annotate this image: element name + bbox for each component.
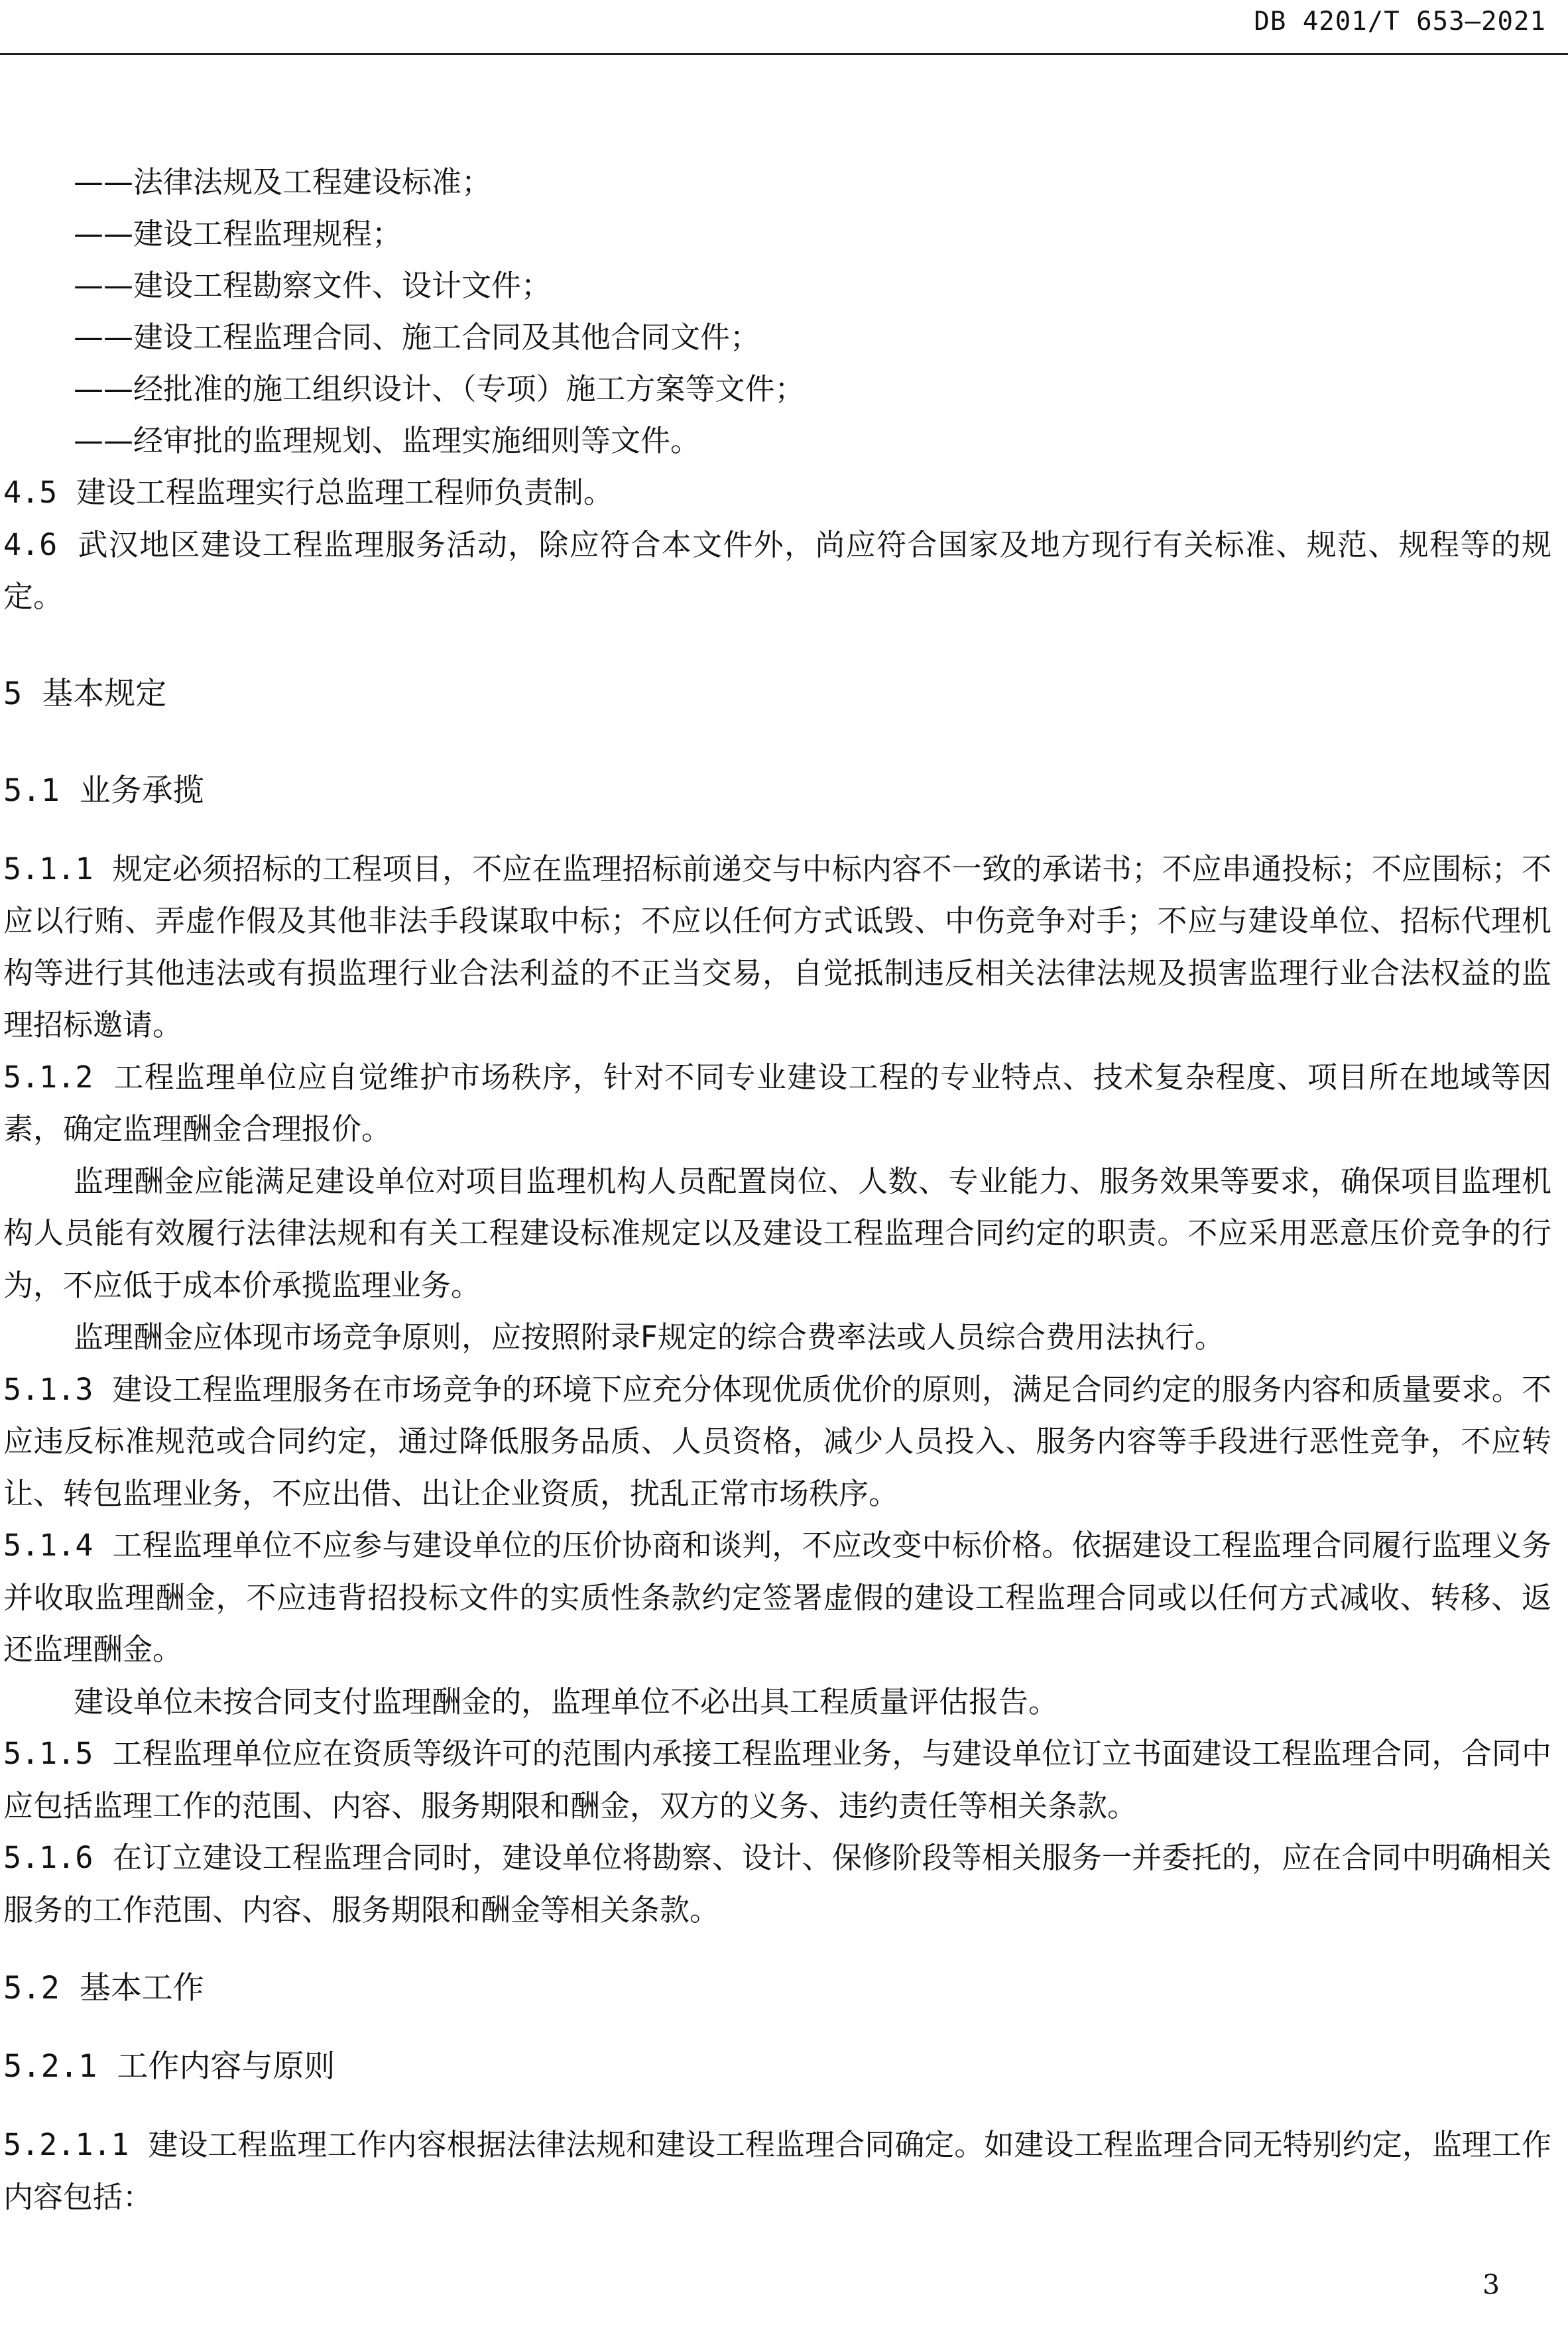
paragraph: 监理酬金应能满足建设单位对项目监理机构人员配置岗位、人数、专业能力、服务效果等要求，确保项目监理机构人员能有效履行法律法规和有关工程建设标准规定以及建设工程监理合同约定的职责。不应采用恶意压价竞争的行为，不应低于成本价承揽监理业务。 [3,1163,1551,1303]
section-number: 5.2 [3,1970,60,2006]
list-item: ——法律法规及工程建设标准； [74,164,492,200]
clause-number: 5.1.6 [3,1840,93,1875]
section-title: 基本规定 [42,675,167,712]
section-heading-5-1 [3,765,1551,817]
paragraph: 建设单位未按合同支付监理酬金的，监理单位不必出具工程质量评估报告。 [74,1683,1059,1719]
clause-text: 工程监理单位不应参与建设单位的压价协商和谈判，不应改变中标价格。依据建设工程监理合同履行监理义务并收取监理酬金，不应违背招投标文件的实质性条款约定签署虚假的建设工程监理合同或以任何方式减收、转移、返还监理酬金。 [3,1528,1551,1667]
list-item: ——建设工程监理规程； [74,216,402,251]
clause-text: 武汉地区建设工程监理服务活动，除应符合本文件外，尚应符合国家及地方现行有关标准、规范、规程等的规定。 [3,526,1551,614]
clause-number: 5.1.3 [3,1371,93,1407]
paragraph: 监理酬金应体现市场竞争原则，应按照附录F规定的综合费率法或人员综合费用法执行。 [74,1319,1225,1355]
list-item: ——经批准的施工组织设计、（专项）施工方案等文件； [74,371,805,406]
spacer [3,623,1551,668]
clause-number: 5.1.4 [3,1528,93,1563]
clause-5-2-1-1 [3,2119,1551,2223]
clause-text: 在订立建设工程监理合同时，建设单位将勘察、设计、保修阶段等相关服务一并委托的，应在合同中明确相关服务的工作范围、内容、服务期限和酬金等相关条款。 [3,1840,1551,1928]
clause-5-1-1 [3,843,1551,1052]
spacer [3,817,1551,843]
clause-number: 4.5 [3,475,58,510]
clause-number: 5.1.2 [3,1059,93,1095]
header-rule [0,53,1568,55]
spacer [3,720,1551,765]
section-title: 基本工作 [79,1970,204,2006]
clause-text: 工程监理单位应在资质等级许可的范围内承接工程监理业务，与建设单位订立书面建设工程监理合同，合同中应包括监理工作的范围、内容、服务期限和酬金，双方的义务、违约责任等相关条款。 [3,1736,1551,1823]
clause-number: 5.1.1 [3,851,93,887]
list-item: ——经审批的监理规划、监理实施细则等文件。 [74,423,701,458]
list-item: ——建设工程监理合同、施工合同及其他合同文件； [74,320,760,355]
clause-5-1-5 [3,1728,1551,1832]
clause-text: 建设工程监理实行总监理工程师负责制。 [76,475,613,510]
section-heading-5 [3,668,1551,720]
clause-text: 建设工程监理服务在市场竞争的环境下应充分体现优质优价的原则，满足合同约定的服务内容和质量要求。不应违反标准规范或合同约定，通过降低服务品质、人员资格，减少人员投入、服务内容等手段进行恶性竞争，不应转让、转包监理业务，不应出借、出让企业资质，扰乱正常市场秩序。 [3,1371,1551,1511]
list-item: ——建设工程勘察文件、设计文件； [74,268,552,303]
clause-number: 4.6 [3,526,58,562]
clause-5-1-6 [3,1832,1551,1936]
clause-4-6 [3,519,1551,623]
clause-text: 工程监理单位应自觉维护市场秩序，针对不同专业建设工程的专业特点、技术复杂程度、项目所在地域等因素，确定监理酬金合理报价。 [3,1059,1552,1146]
clause-4-5 [3,467,1551,519]
section-title: 业务承揽 [79,772,204,809]
clause-5-1-4 [3,1520,1551,1676]
section-heading-5-2-1 [3,2041,1551,2093]
section-number: 5 [3,675,23,712]
section-heading-5-2 [3,1963,1551,2014]
spacer [3,2014,1551,2041]
clause-number: 5.1.5 [3,1736,93,1771]
document-body [3,156,1551,2223]
section-number: 5.1 [3,772,60,809]
clause-text: 规定必须招标的工程项目，不应在监理招标前递交与中标内容不一致的承诺书；不应串通投标；不应围标；不应以行贿、弄虚作假及其他非法手段谋取中标；不应以任何方式诋毁、中伤竞争对手；不应与建设单位、招标代理机构等进行其他违法或有损监理行业合法利益的不正当交易，自觉抵制违反相关法律法规及损害监理行业合法权益的监理招标邀请。 [3,851,1551,1042]
document-code: DB 4201/T 653—2021 [1254,7,1546,36]
spacer [3,2093,1551,2119]
section-title: 工作内容与原则 [117,2048,335,2085]
clause-number: 5.2.1.1 [3,2127,129,2162]
clause-5-1-3 [3,1364,1551,1520]
section-number: 5.2.1 [3,2048,97,2085]
clause-5-1-2 [3,1052,1551,1156]
clause-text: 建设工程监理工作内容根据法律法规和建设工程监理合同确定。如建设工程监理合同无特别约定，监理工作内容包括： [3,2127,1551,2215]
page-number: 3 [1482,2269,1500,2301]
spacer [3,1936,1551,1963]
